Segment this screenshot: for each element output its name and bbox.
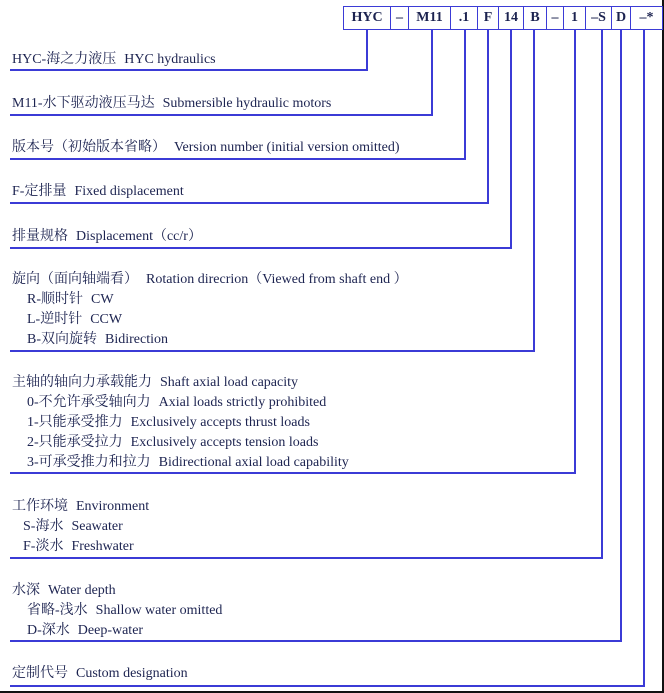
connector-vertical — [643, 30, 645, 686]
section-title-zh: M11-水下驱动液压马达 — [12, 96, 155, 111]
section-series — [12, 94, 331, 114]
section-water-depth — [12, 581, 222, 641]
section-rotation — [12, 270, 408, 350]
section-version — [12, 138, 400, 158]
connector-vertical — [620, 30, 622, 641]
code-segment-displacement-type: F — [478, 7, 499, 29]
connector-vertical — [601, 30, 603, 558]
connector-vertical — [464, 30, 466, 159]
section-title-zh: 定制代号 — [12, 666, 68, 681]
section-title-zh: F-定排量 — [12, 184, 67, 199]
code-segment-water-depth: D — [612, 7, 631, 29]
section-title-en: Custom designation — [76, 666, 188, 681]
section-axial-load — [12, 373, 349, 473]
option-item: L-逆时针 CCW — [27, 312, 123, 327]
connector-horizontal — [10, 557, 603, 559]
section-custom — [12, 664, 188, 684]
section-environment — [12, 497, 149, 557]
code-segment-displacement: 14 — [499, 7, 524, 29]
section-title-en: Fixed displacement — [74, 184, 184, 199]
section-brand — [12, 50, 216, 70]
code-segment-dash: – — [391, 7, 409, 29]
section-title-en: Version number (initial version omitted) — [174, 140, 400, 155]
code-segment-rotation: B — [524, 7, 547, 29]
connector-vertical — [366, 30, 368, 70]
option-item: R-顺时针 CW — [27, 292, 114, 307]
section-title-en: Environment — [76, 499, 150, 514]
connector-horizontal — [10, 247, 512, 249]
connector-horizontal — [10, 114, 433, 116]
code-segment-axial-load: 1 — [564, 7, 586, 29]
option-item: 1-只能承受推力 Exclusively accepts thrust loads — [27, 415, 310, 430]
option-item: 0-不允许承受轴向力 Axial loads strictly prohibited — [27, 395, 327, 410]
code-segment-dash: – — [547, 7, 564, 29]
section-title-zh: 旋向（面向轴端看） — [12, 272, 138, 287]
section-title-zh: 版本号（初始版本省略） — [12, 140, 166, 155]
code-segment-version: .1 — [451, 7, 478, 29]
section-title-zh: 水深 — [12, 583, 40, 598]
option-item: F-淡水 Freshwater — [23, 539, 134, 554]
section-title-zh: 排量规格 — [12, 229, 68, 244]
section-title-en: HYC hydraulics — [124, 52, 216, 67]
option-item: D-深水 Deep-water — [27, 623, 144, 638]
option-item: B-双向旋转 Bidirection — [27, 332, 168, 347]
section-title-zh: 主轴的轴向力承载能力 — [12, 375, 152, 390]
model-code-row — [343, 6, 663, 30]
connector-vertical — [487, 30, 489, 203]
section-title-en: Submersible hydraulic motors — [162, 96, 332, 111]
option-item: 省略-浅水 Shallow water omitted — [27, 603, 223, 618]
section-title-en: Displacement（cc/r） — [76, 229, 202, 244]
connector-vertical — [533, 30, 535, 351]
connector-horizontal — [10, 685, 645, 687]
option-item: S-海水 Seawater — [23, 519, 123, 534]
code-segment-series: M11 — [409, 7, 451, 29]
option-item: 3-可承受推力和拉力 Bidirectional axial load capability — [27, 455, 349, 470]
section-title-en: Water depth — [48, 583, 116, 598]
connector-vertical — [510, 30, 512, 248]
connector-vertical — [431, 30, 433, 115]
connector-vertical — [574, 30, 576, 473]
section-title-zh: 工作环境 — [12, 499, 68, 514]
connector-horizontal — [10, 158, 466, 160]
option-item: 2-只能承受拉力 Exclusively accepts tension loads — [27, 435, 319, 450]
connector-horizontal — [10, 350, 535, 352]
section-title-en: Shaft axial load capacity — [160, 375, 298, 390]
section-title-en: Rotation direcrion（Viewed from shaft end ） — [146, 272, 408, 287]
section-displacement — [12, 227, 202, 247]
section-title-zh: HYC-海之力液压 — [12, 52, 117, 67]
connector-horizontal — [10, 202, 489, 204]
code-segment-environment: –S — [586, 7, 612, 29]
section-displacement-type — [12, 182, 184, 202]
code-segment-custom: –* — [639, 10, 654, 25]
code-segment-brand: HYC — [344, 7, 391, 29]
